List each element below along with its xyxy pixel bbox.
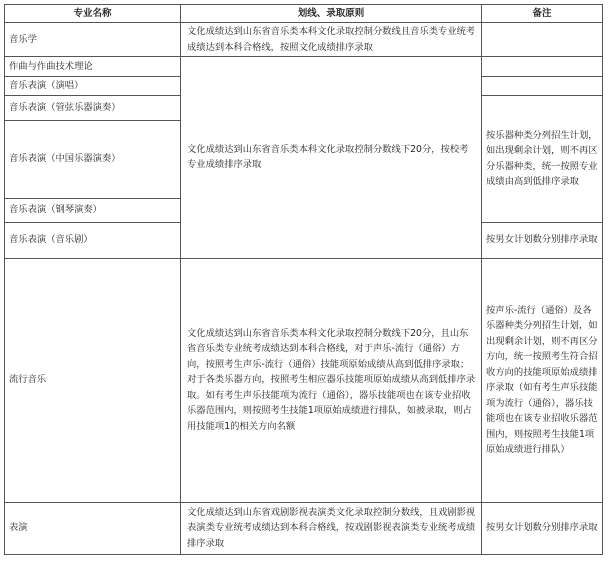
table-header-row: [5, 5, 603, 23]
major-name-cell: 流行音乐: [5, 258, 181, 502]
major-name-cell: 音乐表演（管弦乐器演奏）: [5, 95, 181, 120]
remarks-cell: 按男女计划数分别排序录取: [482, 502, 603, 554]
table-row: [5, 23, 603, 57]
remarks-cell: 按乐器种类分列招生计划，如出现剩余计划，则不再区分乐器种类，统一按照专业成绩由高到低排序录取: [482, 95, 603, 222]
table-row: [5, 258, 603, 502]
admission-rule-cell: 文化成绩达到山东省音乐类本科文化录取控制分数线下20分，按校考专业成绩排序录取: [181, 57, 482, 259]
header-admission-rule: 划线、录取原则: [181, 5, 482, 23]
admission-rule-cell: 文化成绩达到山东省戏剧影视表演类文化录取控制分数线，且戏剧影视表演类专业统考成绩达到本科合格线，按戏剧影视表演类专业统考成绩排序录取: [181, 502, 482, 554]
major-name-cell: 音乐表演（演唱）: [5, 77, 181, 96]
major-name-cell: 表演: [5, 502, 181, 554]
major-name-cell: 音乐学: [5, 23, 181, 57]
header-remarks: 备注: [482, 5, 603, 23]
remarks-cell: [482, 77, 603, 96]
major-name-cell: 音乐表演（中国乐器演奏）: [5, 120, 181, 198]
remarks-cell: 按声乐-流行（通俗）及各乐器种类分列招生计划，如出现剩余计划，则不再区分方向，统一按照考生符合招收方向的技能项原始成绩排序录取（如有考生声乐技能项为流行（通俗），器乐技能项也在该专业招收乐器范围内，则按照考生技能1项原始成绩进行排队）: [482, 258, 603, 502]
major-name-cell: 音乐表演（音乐剧）: [5, 222, 181, 258]
admission-rule-cell: 文化成绩达到山东省音乐类本科文化录取控制分数线且音乐类专业统考成绩达到本科合格线，按照文化成绩排序录取: [181, 23, 482, 57]
admission-rules-table: [4, 4, 603, 555]
header-major-name: 专业名称: [5, 5, 181, 23]
remarks-cell: 按男女计划数分别排序录取: [482, 222, 603, 258]
admission-rule-cell: 文化成绩达到山东省音乐类本科文化录取控制分数线下20分，且山东省音乐类专业统考成绩达到本科合格线，对于声乐-流行（通俗）方向，按照考生声乐-流行（通俗）技能项原始成绩从高到低排序录取；对于各类乐器方向，按照考生相应器乐技能项原始成绩从高到低排序录取。如有考生声乐技能项为流行（通俗），器乐技能项也在该专业招收乐器范围内，则按照考生技能1项原始成绩进行排队，如被录取，则占用技能项1的相关方向名额: [181, 258, 482, 502]
major-name-cell: 音乐表演（钢琴演奏）: [5, 198, 181, 222]
major-name-cell: 作曲与作曲技术理论: [5, 57, 181, 77]
table-row: [5, 57, 603, 77]
remarks-cell: [482, 57, 603, 77]
table-row: [5, 502, 603, 554]
remarks-cell: [482, 23, 603, 57]
